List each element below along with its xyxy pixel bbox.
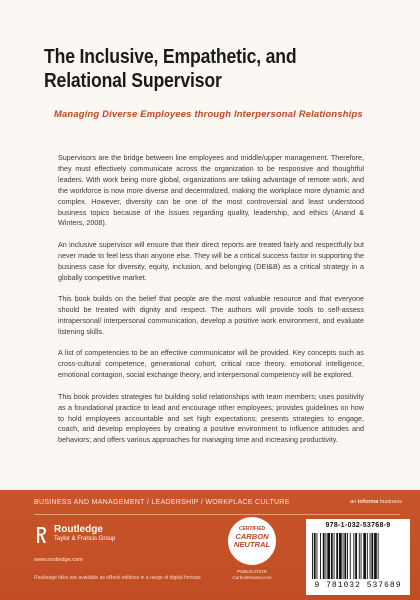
publisher-group: Taylor & Francis Group: [54, 536, 116, 542]
informa-prefix: an: [350, 499, 358, 505]
blurb-paragraph: This book provides strategies for building solid relationships with team members; uses positivity as a foundational practice to lead and encourage other employees; provides guidelines on how to hold employees accountable and set high expectations; presents strategies to engage, coach, and develop employees by creating a positive environment to influence attitudes and behaviors; and offers various approaches for managing time and increasing productivity.: [58, 391, 364, 445]
barcode-bar: [312, 533, 313, 579]
barcode-bar: [378, 533, 379, 579]
barcode-bar: [331, 533, 333, 579]
badge-caption-line-1: PUBLICATION: [237, 569, 267, 574]
book-subtitle: Managing Diverse Employees through Interpersonal Relationships: [54, 108, 363, 119]
isbn-barcode: [306, 519, 410, 595]
blurb-paragraph: A list of competencies to be an effective communicator will be provided. Key concepts such as cross-cultural competence, generational cohort, critical race theory, emotional intelligence, emotional contagion, social exchange theory, and interpersonal competency will be explored.: [58, 348, 364, 380]
barcode-bar: [359, 533, 360, 579]
informa-suffix: business: [378, 499, 402, 505]
badge-neutral: NEUTRAL: [233, 540, 271, 549]
barcode-bar: [371, 533, 373, 579]
barcode-bar: [344, 533, 346, 579]
barcode-bar: [370, 533, 371, 579]
title-line-2: Relational Supervisor: [44, 69, 222, 92]
barcode-bar: [320, 533, 321, 579]
barcode-bar: [327, 533, 330, 579]
isbn-number: 978-1-032-53768-9: [325, 522, 391, 529]
barcode-bar: [347, 533, 348, 579]
barcode-bar: [326, 533, 327, 579]
barcode-bar: [355, 533, 357, 579]
barcode-bar: [339, 533, 342, 579]
barcode-bar: [343, 533, 344, 579]
book-title: [44, 45, 336, 93]
badge-carbon: CARBON: [235, 532, 269, 541]
barcode-bar: [374, 533, 377, 579]
blurb: [58, 153, 364, 457]
barcode-bar: [323, 533, 325, 579]
barcode-bar: [353, 533, 354, 579]
barcode-bars: [312, 533, 404, 579]
barcode-bar: [363, 533, 366, 579]
badge-caption: [220, 569, 284, 580]
carbon-neutral-badge: [228, 517, 276, 565]
ebook-note: Routledge titles are available as eBook editions in a range of digital formats: [34, 575, 201, 581]
badge-caption-line-2: CarbonNeutral.com: [232, 574, 272, 580]
footer-divider: [34, 514, 400, 515]
barcode-bar: [317, 533, 318, 579]
publisher-name: Routledge: [54, 524, 103, 535]
barcode-bar: [350, 533, 351, 579]
informa-tagline: [350, 499, 402, 505]
barcode-bar: [314, 533, 316, 579]
title-line-1: The Inclusive, Empathetic, and: [44, 45, 297, 68]
barcode-bar: [334, 533, 335, 579]
barcode-bar: [367, 533, 368, 579]
blurb-paragraph: An inclusive supervisor will ensure that their direct reports are treated fairly and respectfully but never made to feel less than anyone else. They will be a critical success factor in supporting the business case for diversity, equity, inclusion, and belonging (DEI&B) as a critical strategy in a globally competitive market.: [58, 239, 364, 282]
blurb-paragraph: This book builds on the belief that people are the most valuable resource and that everyone should be treated with dignity and respect. The authors will provide tools to self-assess intrapersonal/ interpersonal communication, develop a positive work environment, and evaluate listening skills.: [58, 294, 364, 336]
subject-categories: BUSINESS AND MANAGEMENT / LEADERSHIP / WORKPLACE CULTURE: [34, 499, 290, 506]
blurb-paragraph: Supervisors are the bridge between line employees and middle/upper management. Therefore, they must effectively communicate across the organization to be responsive and thoughtful leaders. With work being more global, organizations are taking advantage of remote work, and the workforce is now more diverse and decentralized, making the workplace more dynamic and complex. However, diversity can be one of the most controversial and least understood business topics because of the issues regarding quality, leadership, and ethics (Anand & Winters, 2008).: [58, 153, 364, 228]
routledge-mark-icon: [34, 525, 48, 545]
barcode-digits: 9 781032 537689: [314, 581, 402, 590]
badge-certified: CERTIFIED: [238, 526, 266, 532]
barcode-bar: [361, 533, 362, 579]
publisher-website: www.routledge.com: [34, 557, 83, 563]
barcode-bar: [336, 533, 338, 579]
informa-brand: informa: [357, 499, 379, 505]
